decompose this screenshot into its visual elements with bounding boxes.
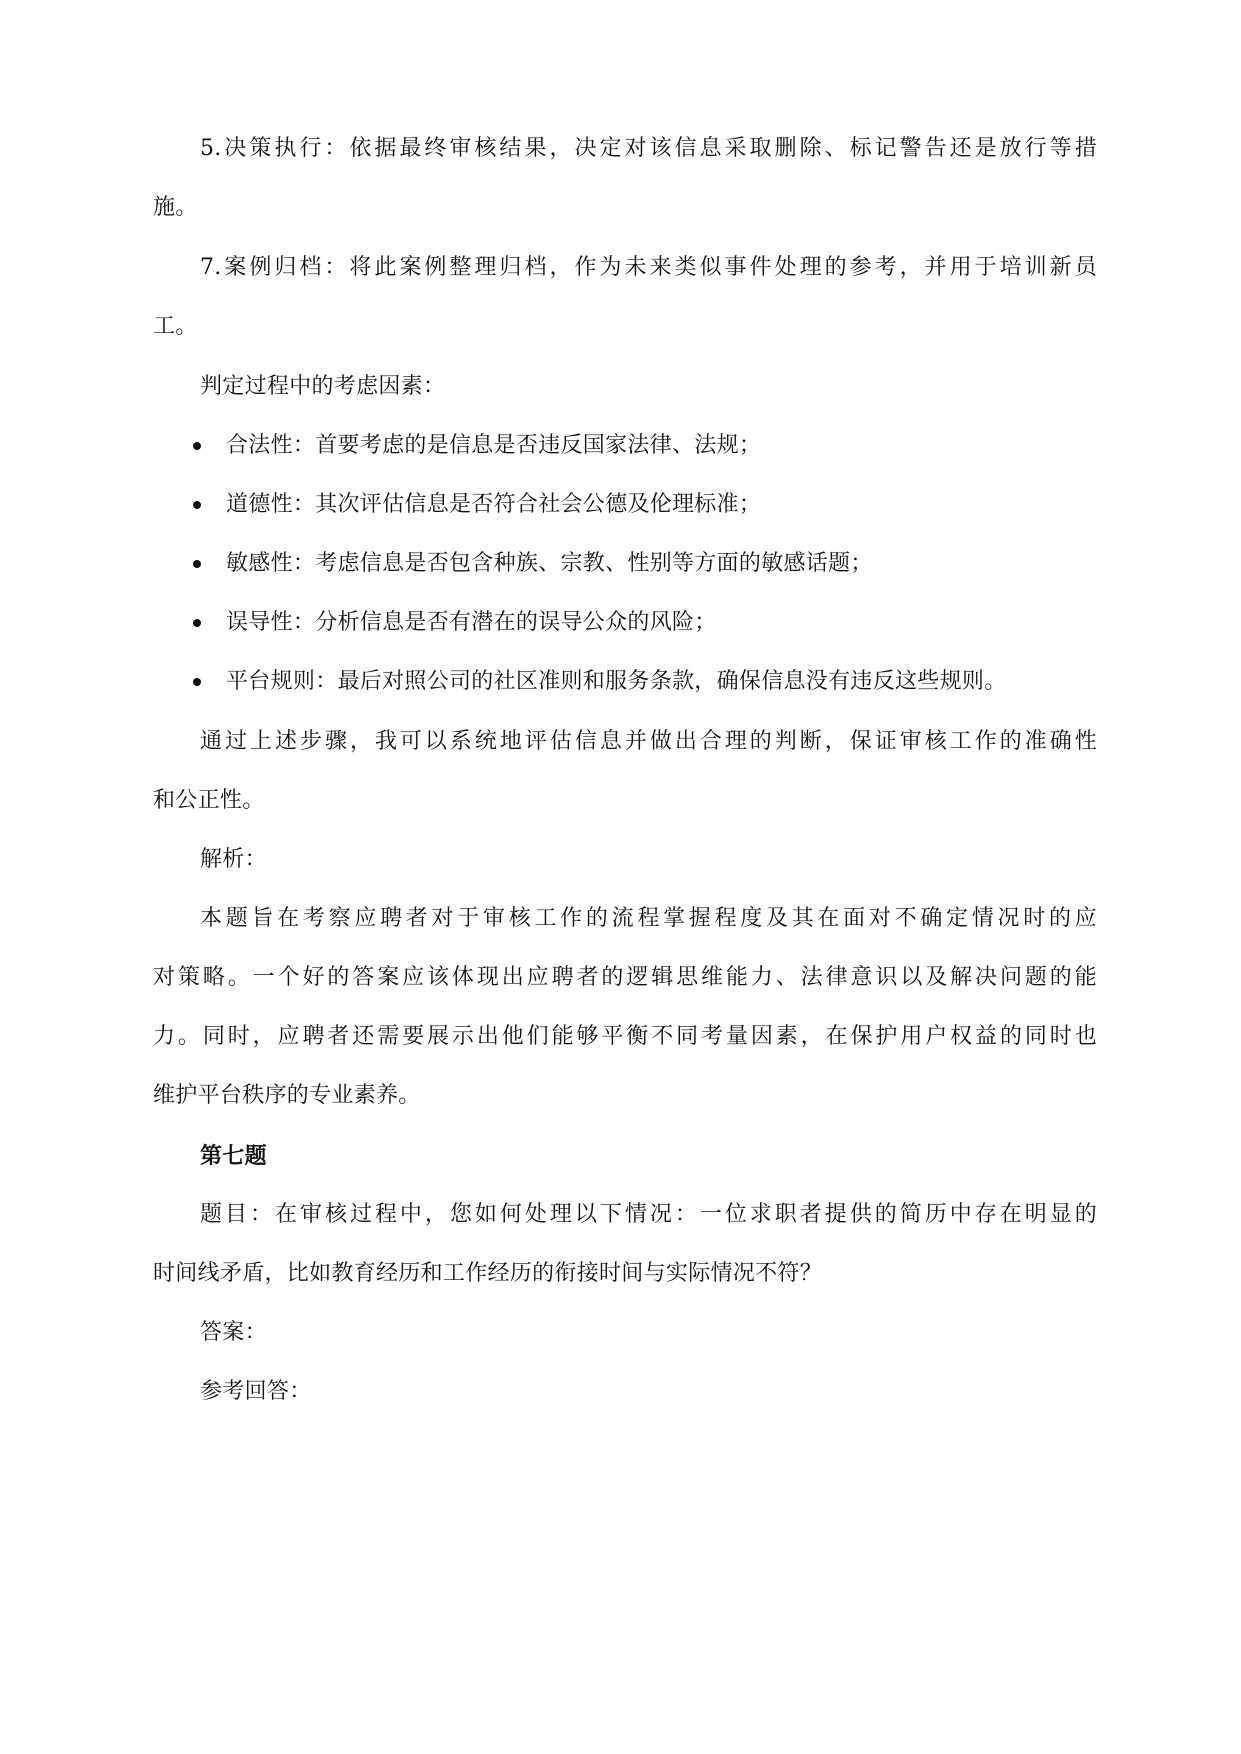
question7-prompt-line2: 时间线矛盾，比如教育经历和工作经历的衔接时间与实际情况不符？ — [153, 1261, 823, 1286]
bullet-icon — [193, 560, 201, 568]
step5-line2: 施。 — [153, 195, 198, 220]
factor-sensitivity: 敏感性：考虑信息是否包含种族、宗教、性别等方面的敏感话题； — [226, 551, 873, 576]
analysis-line4: 维护平台秩序的专业素养。 — [153, 1083, 421, 1108]
list-item — [153, 608, 1097, 638]
factor-morality: 道德性：其次评估信息是否符合社会公德及伦理标准； — [226, 492, 762, 517]
factors-heading: 判定过程中的考虑因素： — [200, 374, 446, 399]
analysis-line3: 力。同时，应聘者还需要展示出他们能够平衡不同考量因素，在保护用户权益的同时也 — [153, 1024, 1097, 1049]
list-item — [153, 667, 1097, 697]
summary-line1: 通过上述步骤，我可以系统地评估信息并做出合理的判断，保证审核工作的准确性 — [200, 729, 1097, 754]
list-item — [153, 549, 1097, 579]
bullet-icon — [193, 442, 201, 450]
analysis-line2: 对策略。一个好的答案应该体现出应聘者的逻辑思维能力、法律意识以及解决问题的能 — [153, 965, 1097, 990]
bullet-icon — [193, 678, 201, 686]
step7-line2: 工。 — [153, 314, 198, 339]
reference-answer-label: 参考回答： — [200, 1379, 312, 1404]
factor-platform-rules: 平台规则：最后对照公司的社区准则和服务条款，确保信息没有违反这些规则。 — [226, 669, 1007, 694]
list-item — [153, 490, 1097, 520]
factor-misleading: 误导性：分析信息是否有潜在的误导公众的风险； — [226, 610, 717, 635]
factor-legality: 合法性：首要考虑的是信息是否违反国家法律、法规； — [226, 433, 762, 458]
answer-label: 答案： — [200, 1320, 267, 1345]
question7-prompt-line1: 题目：在审核过程中，您如何处理以下情况：一位求职者提供的简历中存在明显的 — [200, 1202, 1097, 1227]
step7-line1: 7.案例归档：将此案例整理归档，作为未来类似事件处理的参考，并用于培训新员 — [200, 255, 1097, 280]
bullet-icon — [193, 501, 201, 509]
analysis-label: 解析： — [200, 847, 267, 872]
list-item — [153, 431, 1097, 461]
summary-line2: 和公正性。 — [153, 788, 265, 813]
step5-line1: 5.决策执行：依据最终审核结果，决定对该信息采取删除、标记警告还是放行等措 — [200, 136, 1097, 161]
analysis-line1: 本题旨在考察应聘者对于审核工作的流程掌握程度及其在面对不确定情况时的应 — [200, 906, 1097, 931]
bullet-icon — [193, 619, 201, 627]
question7-title: 第七题 — [200, 1143, 267, 1169]
